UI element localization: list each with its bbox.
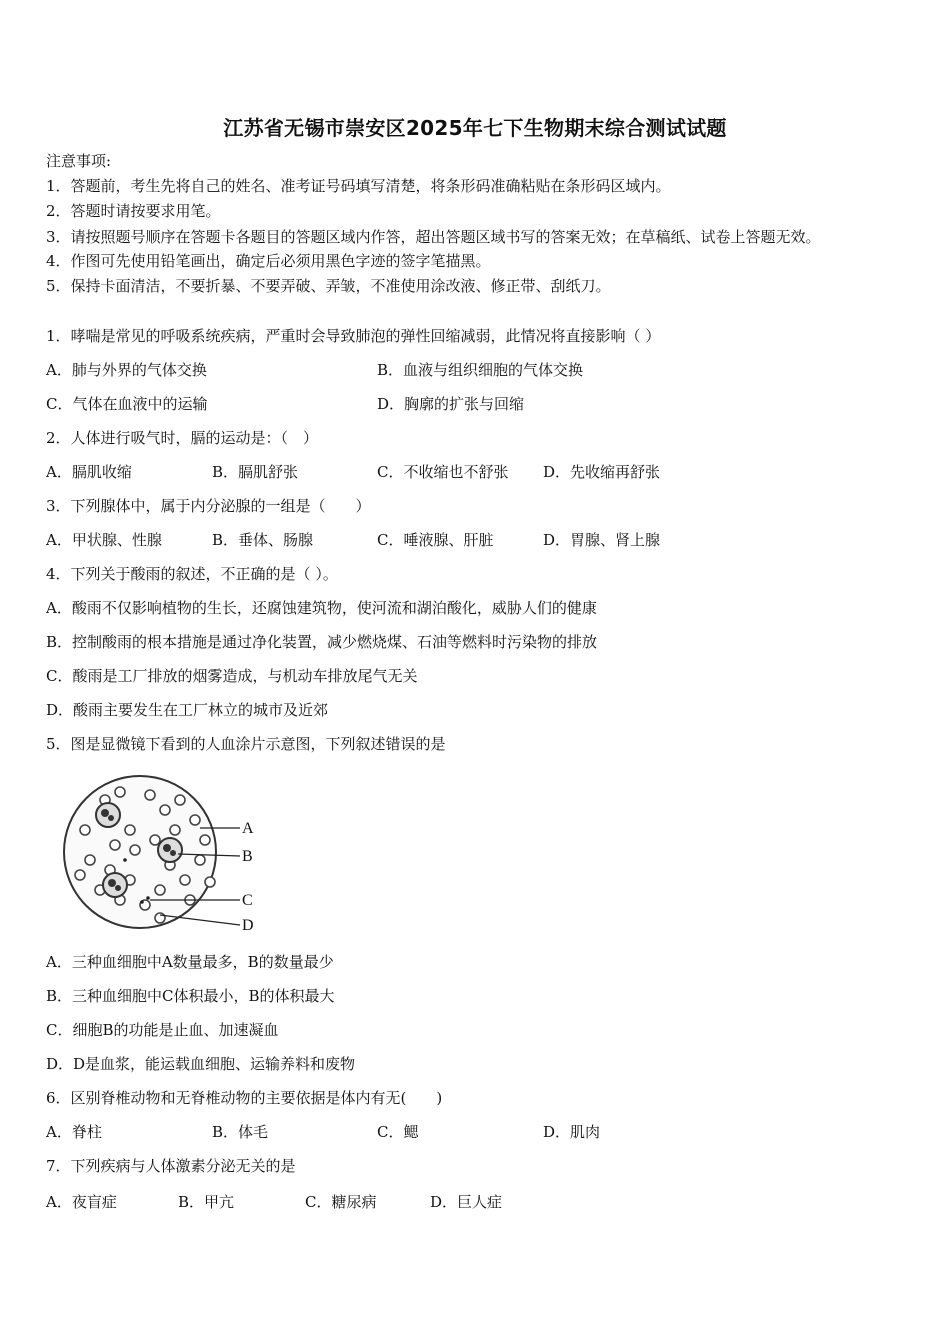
q5-option-c[interactable]: C．细胞B的功能是止血、加速凝血 [46, 1021, 279, 1039]
q4-option-d[interactable]: D．酸雨主要发生在工厂林立的城市及近郊 [46, 701, 329, 719]
question-5-stem: 5．图是显微镜下看到的人血涂片示意图，下列叙述错误的是 [46, 735, 446, 753]
q2-option-c[interactable]: C．不收缩也不舒张 [377, 463, 509, 481]
q7-option-d[interactable]: D．巨人症 [430, 1193, 503, 1211]
figure-label-a: A [242, 820, 254, 837]
q3-option-d[interactable]: D．胃腺、肾上腺 [543, 531, 661, 549]
question-2-stem: 2．人体进行吸气时，膈的运动是：（ ） [46, 429, 319, 447]
q5-option-b[interactable]: B．三种血细胞中C体积最小，B的体积最大 [46, 987, 335, 1005]
question-7-stem: 7．下列疾病与人体激素分泌无关的是 [46, 1157, 296, 1175]
q7-option-c[interactable]: C．糖尿病 [305, 1193, 377, 1211]
q5-option-a[interactable]: A．三种血细胞中A数量最多，B的数量最少 [46, 953, 334, 971]
question-3-stem: 3．下列腺体中，属于内分泌腺的一组是（ ） [46, 497, 371, 515]
page-title: 江苏省无锡市崇安区2025年七下生物期末综合测试试题 [223, 116, 727, 140]
q2-option-a[interactable]: A．膈肌收缩 [46, 463, 132, 481]
figure-labels [242, 820, 254, 934]
q6-option-c[interactable]: C．鳃 [377, 1123, 419, 1141]
q5-option-d[interactable]: D．D是血浆，能运载血细胞、运输养料和废物 [46, 1055, 356, 1073]
q1-option-a[interactable]: A．肺与外界的气体交换 [46, 361, 207, 379]
q3-option-b[interactable]: B．垂体、肠腺 [212, 531, 314, 549]
q3-option-a[interactable]: A．甲状腺、性腺 [46, 531, 162, 549]
q6-option-d[interactable]: D．肌肉 [543, 1123, 601, 1141]
notice-item: 1．答题前，考生先将自己的姓名、准考证号码填写清楚，将条形码准确粘贴在条形码区域内。 [46, 177, 671, 195]
q4-option-c[interactable]: C．酸雨是工厂排放的烟雾造成，与机动车排放尾气无关 [46, 667, 418, 685]
q7-option-a[interactable]: A．夜盲症 [46, 1193, 117, 1211]
blood-smear-figure [60, 770, 270, 940]
q2-option-b[interactable]: B．膈肌舒张 [212, 463, 299, 481]
q2-option-d[interactable]: D．先收缩再舒张 [543, 463, 661, 481]
notice-item: 4．作图可先使用铅笔画出，确定后必须用黑色字迹的签字笔描黑。 [46, 252, 491, 270]
figure-label-b: B [242, 848, 253, 865]
q1-option-d[interactable]: D．胸廓的扩张与回缩 [377, 395, 525, 413]
q6-option-b[interactable]: B．体毛 [212, 1123, 269, 1141]
question-1-stem: 1．哮喘是常见的呼吸系统疾病，严重时会导致肺泡的弹性回缩减弱，此情况将直接影响（ ） [46, 327, 661, 345]
notice-item: 3．请按照题号顺序在答题卡各题目的答题区域内作答，超出答题区域书写的答案无效；在草稿纸、试卷上答题无效。 [46, 228, 821, 246]
figure-label-c: C [242, 892, 253, 909]
notice-item: 5．保持卡面清洁，不要折暴、不要弄破、弄皱，不准使用涂改液、修正带、刮纸刀。 [46, 277, 611, 295]
q6-option-a[interactable]: A．脊柱 [46, 1123, 102, 1141]
notice-heading: 注意事项: [46, 152, 112, 170]
figure-label-d: D [242, 917, 254, 934]
q1-option-c[interactable]: C．气体在血液中的运输 [46, 395, 208, 413]
question-4-stem: 4．下列关于酸雨的叙述，不正确的是（ ）。 [46, 565, 338, 583]
notice-item: 2．答题时请按要求用笔。 [46, 202, 221, 220]
q3-option-c[interactable]: C．唾液腺、肝脏 [377, 531, 494, 549]
q4-option-b[interactable]: B．控制酸雨的根本措施是通过净化装置，减少燃烧煤、石油等燃料时污染物的排放 [46, 633, 598, 651]
q1-option-b[interactable]: B．血液与组织细胞的气体交换 [377, 361, 584, 379]
q7-option-b[interactable]: B．甲亢 [178, 1193, 235, 1211]
question-6-stem: 6．区别脊椎动物和无脊椎动物的主要依据是体内有无( ) [46, 1089, 443, 1107]
q4-option-a[interactable]: A．酸雨不仅影响植物的生长，还腐蚀建筑物，使河流和湖泊酸化，威胁人们的健康 [46, 599, 597, 617]
